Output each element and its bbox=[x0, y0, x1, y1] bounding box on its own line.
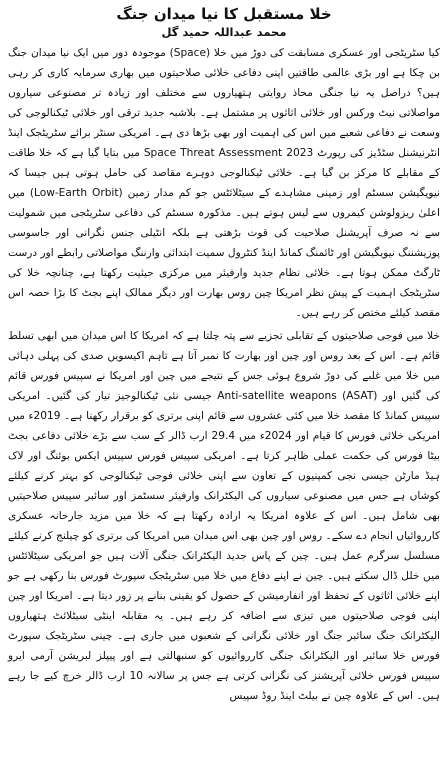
article-paragraph-1: کیا سٹریٹجی اور عسکری مسابقت کی دوڑ میں خلا (Space) موجودہ دور میں ایک نیا میدان جنگ بن چکا ہے اور بڑی عالمی طاقتیں اپنی دفاعی خلائی صلاحیتوں میں بھاری سرمایہ کاری کر رہی ہیں؟ دراصل یہ نیا جنگی محاذ روایتی ہتھیاروں سے مختلف اور زیادہ تر مصنوعی سیاروں مواصلاتی نیٹ ورکس اور خلائی اثاثوں پر مشتمل ہے۔ بلاشبہ جدید ترقی اور خلائی ٹیکنالوجی کی وسعت نے دفاعی شعبے میں اس کی اہمیت اور بھی بڑھا دی ہے۔ امریکی سنٹر برائے سٹریٹجک اینڈ انٹرنیشنل سٹڈیز کی رپورٹ Space Threat Assessment 2023 میں بتایا گیا ہے کہ خلا طاقت کے مقابلے کا مرکز بن گیا ہے۔ خلائی ٹیکنالوجی دوہرے مقاصد کی حامل ہوتی ہیں جیسا کہ نیویگیشن سسٹم اور زمینی مشاہدے کے سیٹلائٹس جو کم مدار زمین (Low-Earth Orbit) میں اعلیٰ ریزولوشن کیمروں سے لیس ہوتے ہیں۔ مذکورہ سسٹم کی دفاعی سٹریٹجی میں شمولیت سے نہ صرف آپریشنل صلاحیت کی قوت بڑھتی ہے بلکہ انٹیلی جنس نگرانی اور جاسوسی پوزیشننگ نیویگیشن اور ٹائمنگ کمانڈ اینڈ کنٹرول سمیت ابتدائی وارننگ مواصلاتی رابطے اور درست ٹارگٹ ممکن ہوتا ہے۔ خلائی نظام جدید وارفیئر میں مرکزی حیثیت رکھتا ہے، چنانچہ خلا کی سٹریٹجک اہمیت کے پیش نظر امریکا چین روس بھارت اور دیگر ممالک اپنے بجٹ کا بڑا حصہ اس مقصد کیلئے مختص کر رہے ہیں۔ bbox=[8, 47, 441, 319]
article-paragraph-2: خلا میں فوجی صلاحیتوں کے تقابلی تجزیے سے پتہ چلتا ہے کہ امریکا کا اس میدان میں ابھی تسلط قائم ہے۔ اس کے بعد روس اور چین اور بھارت کا نمبر آتا ہے تاہم اکیسویں صدی کی پہلی دہائی میں خلا میں غلبے کی دوڑ شروع ہوئی جس کے نتیجے میں چین اور امریکا نے سپیس فورس قائم کی گئیں اور Anti-satellite weapons (ASAT) جیسی نئی ٹیکنالوجیز تیار کی گئیں۔ امریکی سپیس کمانڈ کا مقصد خلا میں کئی عشروں سے قائم اپنی برتری کو برقرار رکھنا ہے۔ 2019ء میں امریکی خلائی فورس کا قیام اور 2024ء میں 29.4 ارب ڈالر کے سب سے بڑے خلائی دفاعی بجٹ بیٹا فورس کی حکمت عملی ظاہر کرتا ہے۔ امریکی سپیس فورس سپیس ایکس بوئنگ اور لاک ہیڈ مارٹن جیسی نجی کمپنیوں کے تعاون سے اپنی خلائی فوجی ٹیکنالوجی کو بہتر کرنے کیلئے کوشاں ہے جس میں مصنوعی سیاروں کی الیکٹرانک وارفیئر سسٹمز اور سائبر سپیس صلاحیتیں بھی شامل ہیں۔ اس کے علاوہ امریکا یہ ارادہ رکھتا ہے کہ خلا میں مزید جارحانہ عسکری کارروائیاں انجام دے سکے۔ روس اور چین بھی اس میدان میں امریکا کی برتری کو چیلنج کرنے کیلئے مسلسل سرگرم عمل ہیں۔ چین کے پاس جدید الیکٹرانک جنگی آلات ہیں جو امریکی سیٹلائٹس میں خلل ڈال سکتے ہیں۔ چین نے اپنے دفاع میں خلا میں سٹریٹجک سپورٹ فورس بنا رکھی ہے جو اپنے خلائی اثاثوں کے تحفظ اور انفارمیشن کے حصول کو یقینی بنانے پر زور دیتا ہے۔ امریکا اور چین اپنی فوجی صلاحیتوں میں تیزی سے اضافہ کر رہے ہیں۔ یہ مقابلہ اینٹی سیٹلائٹ ہتھیاروں الیکٹرانک جنگ سائبر جنگ اور خلائی نگرانی کے شعبوں میں جاری ہے۔ چینی سٹریٹجک سپورٹ فورس خلا سائبر اور الیکٹرانک جنگی کارروائیوں کو سنبھالتی ہے اور پیپلز لبریشن آرمی ایرو سپیس فورس خلائی آپریشنز کی نگرانی کرتی ہے جس پر سالانہ 10 ارب ڈالر خرچ کیے جا رہے ہیں۔ اس کے علاوہ چین نے بیلٹ اینڈ روڈ سپیس bbox=[8, 330, 440, 702]
author-byline: محمد عبداللہ حمید گل bbox=[161, 25, 287, 39]
article-title: خلا مستقبل کا نیا میدان جنگ bbox=[116, 5, 332, 23]
